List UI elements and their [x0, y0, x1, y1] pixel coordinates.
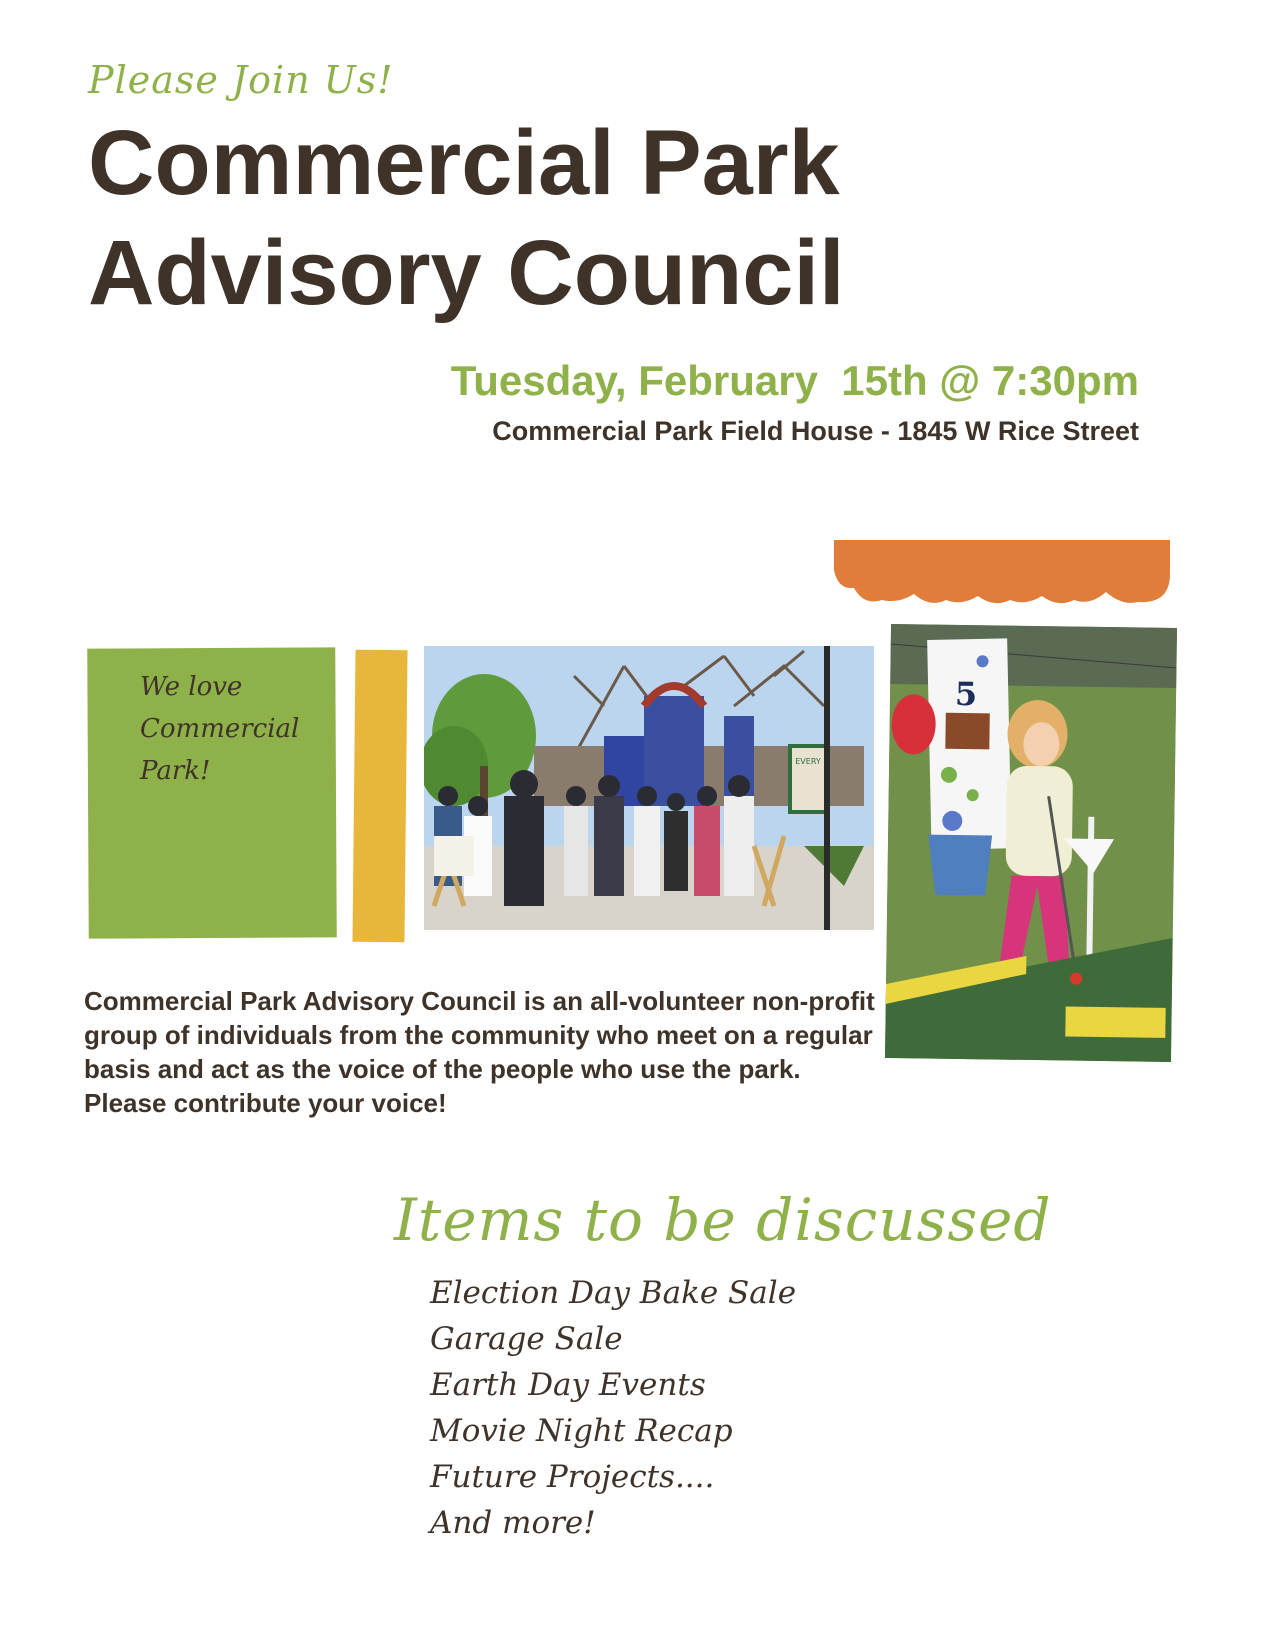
list-item: And more! [430, 1505, 596, 1541]
list-item: Election Day Bake Sale [430, 1275, 797, 1311]
yellow-accent-bar [352, 650, 407, 943]
tagline-line-3: Park! [140, 756, 211, 786]
title-line-1: Commercial Park [88, 112, 840, 214]
page-title [88, 108, 845, 328]
playground-sign-text: EVERY [795, 757, 821, 766]
invite-heading: Please Join Us! [88, 58, 394, 102]
playground-photo [424, 646, 874, 930]
list-item: Garage Sale [430, 1321, 623, 1357]
tagline-text [140, 666, 350, 792]
title-line-2: Advisory Council [88, 222, 845, 324]
mini-golf-photo [885, 624, 1177, 1062]
golf-sign-number: 5 [954, 674, 978, 714]
agenda-list [430, 1270, 796, 1546]
awning-decoration [834, 540, 1170, 608]
list-item: Movie Night Recap [430, 1413, 733, 1449]
list-item: Earth Day Events [430, 1367, 706, 1403]
event-datetime: Tuesday, February 15th @ 7:30pm [450, 357, 1139, 404]
tagline-line-2: Commercial [140, 714, 300, 744]
event-location: Commercial Park Field House - 1845 W Rice Street [492, 416, 1139, 446]
tagline-line-1: We love [140, 672, 243, 702]
list-item: Future Projects.... [430, 1459, 715, 1495]
agenda-heading: Items to be discussed [394, 1186, 1052, 1254]
description-text: Commercial Park Advisory Council is an all-volunteer non-profit group of individuals from the community who meet on a regular basis and act as the voice of the people who use the park. Please contribute your voice! [84, 986, 875, 1118]
